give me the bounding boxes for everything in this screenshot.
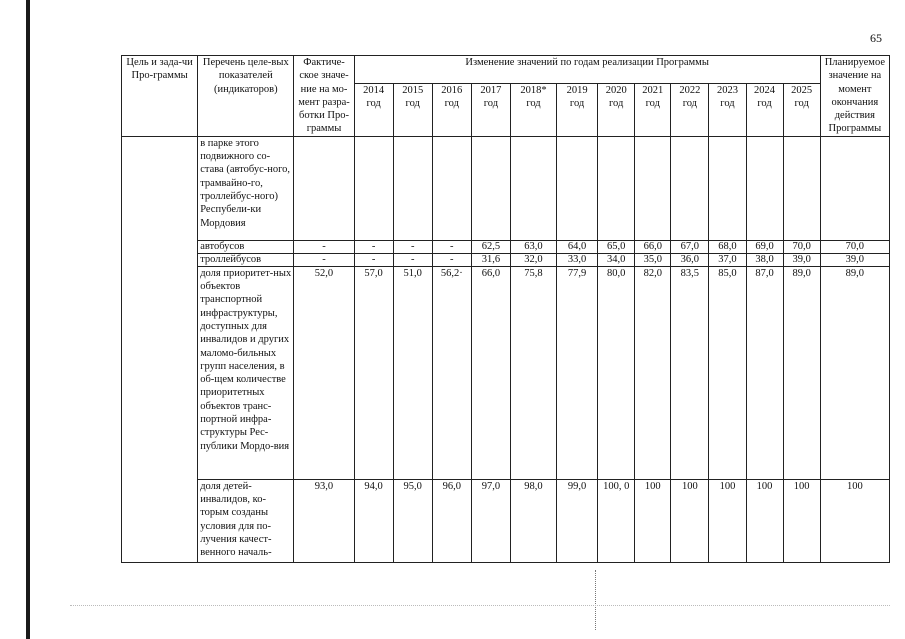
table-row [122,136,890,240]
header-year: 2021 год [635,83,671,136]
header-year: 2025 год [783,83,820,136]
year-value-cell: 96,0 [432,479,471,562]
goal-cell [122,136,198,562]
header-year: 2023 год [709,83,746,136]
planned-value-cell [820,136,889,240]
table-row [122,266,890,479]
year-value-cell: 100 [709,479,746,562]
year-value-cell [393,136,432,240]
year-value-cell [354,136,393,240]
header-year: 2022 год [671,83,709,136]
year-value-cell: 35,0 [635,253,671,266]
year-value-cell [471,136,510,240]
year-value-cell: 94,0 [354,479,393,562]
scan-artifact-footer-dots [70,605,890,607]
year-value-cell: 57,0 [354,266,393,479]
year-value-cell: - [432,240,471,253]
year-value-cell: 51,0 [393,266,432,479]
year-value-cell: - [354,240,393,253]
header-year: 2018* год [510,83,556,136]
page-number: 65 [870,31,882,45]
indicator-cell: доля детей-инвалидов, ко-торым созданы условия для по-лучения качест-венного началь- [198,479,294,562]
actual-value-cell: 93,0 [294,479,354,562]
year-value-cell: 56,2· [432,266,471,479]
year-value-cell [598,136,635,240]
planned-value-cell: 39,0 [820,253,889,266]
header-planned-value: Планируемое значение на момент окончания действия Программы [820,56,889,137]
indicator-cell: троллейбусов [198,253,294,266]
year-value-cell: 63,0 [510,240,556,253]
year-value-cell [635,136,671,240]
year-value-cell: 99,0 [557,479,598,562]
year-value-cell [557,136,598,240]
year-value-cell: 75,8 [510,266,556,479]
year-value-cell: - [393,253,432,266]
year-value-cell: - [354,253,393,266]
table-row [122,253,890,266]
year-value-cell: 100, 0 [598,479,635,562]
year-value-cell: 36,0 [671,253,709,266]
planned-value-cell: 70,0 [820,240,889,253]
year-value-cell: 66,0 [635,240,671,253]
year-value-cell: 37,0 [709,253,746,266]
actual-value-cell: - [294,253,354,266]
year-value-cell: 65,0 [598,240,635,253]
year-value-cell: 70,0 [783,240,820,253]
actual-value-cell [294,136,354,240]
year-value-cell: 38,0 [746,253,783,266]
header-actual-value: Фактиче-ское значе-ние на мо-мент разра-ботки Про-граммы [294,56,354,137]
actual-value-cell: 52,0 [294,266,354,479]
year-value-cell [746,136,783,240]
year-value-cell: 80,0 [598,266,635,479]
header-year: 2020 год [598,83,635,136]
header-year: 2019 год [557,83,598,136]
indicator-cell: автобусов [198,240,294,253]
year-value-cell: 32,0 [510,253,556,266]
year-value-cell: 68,0 [709,240,746,253]
table-row [122,240,890,253]
actual-value-cell: - [294,240,354,253]
year-value-cell: 85,0 [709,266,746,479]
header-year: 2016 год [432,83,471,136]
year-value-cell: 39,0 [783,253,820,266]
year-value-cell: 87,0 [746,266,783,479]
header-indicators: Перечень целе-вых показателей (индикаторов) [198,56,294,137]
year-value-cell: 67,0 [671,240,709,253]
year-value-cell: - [393,240,432,253]
year-value-cell: 69,0 [746,240,783,253]
year-value-cell [671,136,709,240]
year-value-cell: 95,0 [393,479,432,562]
year-value-cell: - [432,253,471,266]
year-value-cell [432,136,471,240]
scan-artifact-dots [595,570,597,630]
year-value-cell: 100 [671,479,709,562]
year-value-cell: 83,5 [671,266,709,479]
year-value-cell: 62,5 [471,240,510,253]
year-value-cell: 89,0 [783,266,820,479]
year-value-cell: 82,0 [635,266,671,479]
indicator-cell: доля приоритет-ных объектов транспортной инфраструктуры, доступных для инвалидов и других маломо-бильных групп населения, в об-щем количестве приоритетных объектов транс-портной инфра-структуры Рес-публики Мордо-вия [198,266,294,479]
header-year: 2024 год [746,83,783,136]
indicator-cell: в парке этого подвижного со-става (автобус-ного, трамвайно-го, троллейбус-ного) Респубели-ки Мордовия [198,136,294,240]
year-value-cell [783,136,820,240]
program-indicators-table [121,55,890,563]
year-value-cell: 100 [783,479,820,562]
year-value-cell: 97,0 [471,479,510,562]
planned-value-cell: 100 [820,479,889,562]
year-value-cell: 64,0 [557,240,598,253]
header-year: 2015 год [393,83,432,136]
year-value-cell: 31,6 [471,253,510,266]
header-year: 2017 год [471,83,510,136]
header-row-1 [122,56,890,84]
table-row [122,479,890,562]
year-value-cell: 66,0 [471,266,510,479]
year-value-cell [510,136,556,240]
year-value-cell: 100 [635,479,671,562]
page-binding-edge [26,0,30,639]
year-value-cell: 34,0 [598,253,635,266]
header-year: 2014 год [354,83,393,136]
header-change-by-year: Изменение значений по годам реализации Программы [354,56,820,84]
year-value-cell: 98,0 [510,479,556,562]
year-value-cell: 33,0 [557,253,598,266]
planned-value-cell: 89,0 [820,266,889,479]
header-goal: Цель и зада-чи Про-граммы [122,56,198,137]
year-value-cell [709,136,746,240]
year-value-cell: 77,9 [557,266,598,479]
year-value-cell: 100 [746,479,783,562]
